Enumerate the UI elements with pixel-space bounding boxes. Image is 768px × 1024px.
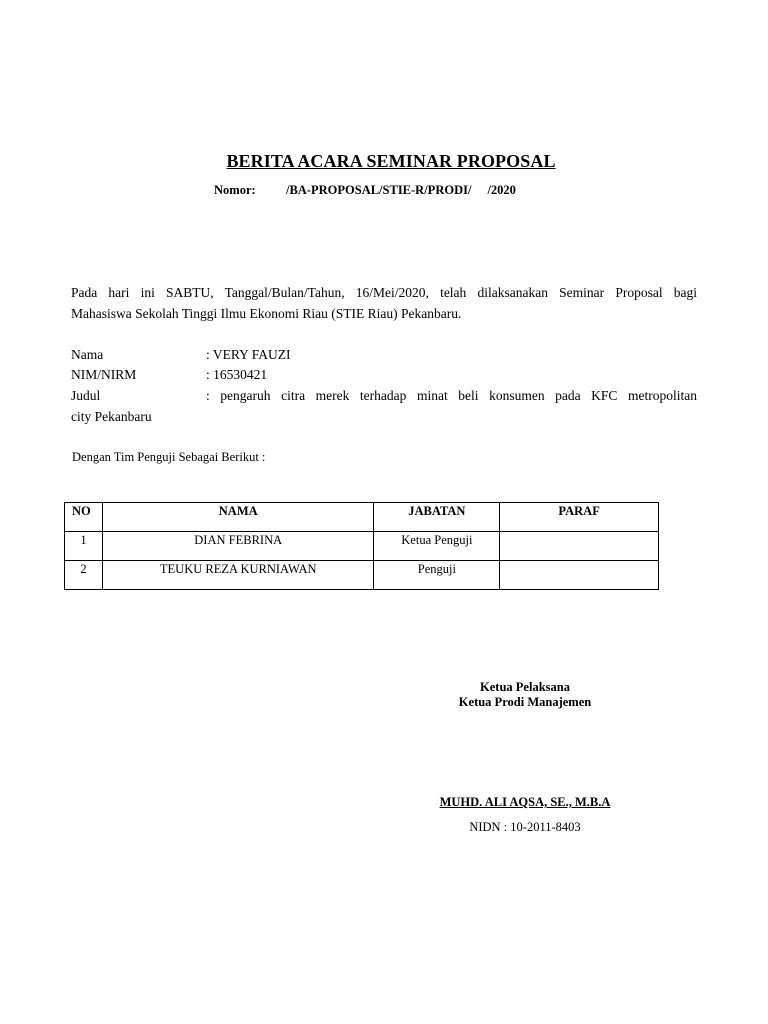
col-header-paraf: PARAF <box>500 503 659 532</box>
nomor-value: /BA-PROPOSAL/STIE-R/PRODI/ <box>286 183 472 197</box>
col-header-no: NO <box>65 503 103 532</box>
student-title-continued: city Pekanbaru <box>71 409 152 424</box>
cell-nama: TEUKU REZA KURNIAWAN <box>102 561 373 590</box>
student-name-label: Nama <box>71 347 104 362</box>
cell-jabatan: Penguji <box>374 561 500 590</box>
signatory-nidn: NIDN : 10-2011-8403 <box>469 820 581 834</box>
document-title: BERITA ACARA SEMINAR PROPOSAL <box>226 151 556 171</box>
intro-paragraph <box>71 282 697 324</box>
penguji-intro: Dengan Tim Penguji Sebagai Berikut : <box>72 450 266 464</box>
table-row <box>65 532 659 561</box>
document-number <box>214 183 516 198</box>
cell-no: 2 <box>65 561 103 590</box>
col-header-nama: NAMA <box>102 503 373 532</box>
nomor-label: Nomor: <box>214 183 256 197</box>
student-nim-value: : 16530421 <box>206 367 268 382</box>
signatory-role-2: Ketua Prodi Manajemen <box>458 695 592 709</box>
student-title-label: Judul <box>71 388 101 403</box>
cell-no: 1 <box>65 532 103 561</box>
student-name-value: : VERY FAUZI <box>206 347 291 362</box>
col-header-jabatan: JABATAN <box>374 503 500 532</box>
signatory-name: MUHD. ALI AQSA, SE., M.B.A <box>439 795 611 809</box>
signatory-role-1: Ketua Pelaksana <box>480 680 570 694</box>
student-title-value: : pengaruh citra merek terhadap minat beli konsumen pada KFC metropolitan <box>206 388 697 403</box>
student-nim-label: NIM/NIRM <box>71 367 137 382</box>
intro-line-1: Pada hari ini SABTU, Tanggal/Bulan/Tahun, 16/Mei/2020, telah dilaksanakan Seminar Proposal bagi <box>71 285 697 300</box>
cell-jabatan: Ketua Penguji <box>374 532 500 561</box>
intro-line-2: Mahasiswa Sekolah Tinggi Ilmu Ekonomi Riau (STIE Riau) Pekanbaru. <box>71 306 462 321</box>
cell-nama: DIAN FEBRINA <box>102 532 373 561</box>
cell-paraf <box>500 532 659 561</box>
table-header-row <box>65 503 659 532</box>
table-row <box>65 561 659 590</box>
nomor-year: /2020 <box>487 183 516 197</box>
penguji-table <box>64 502 659 590</box>
cell-paraf <box>500 561 659 590</box>
